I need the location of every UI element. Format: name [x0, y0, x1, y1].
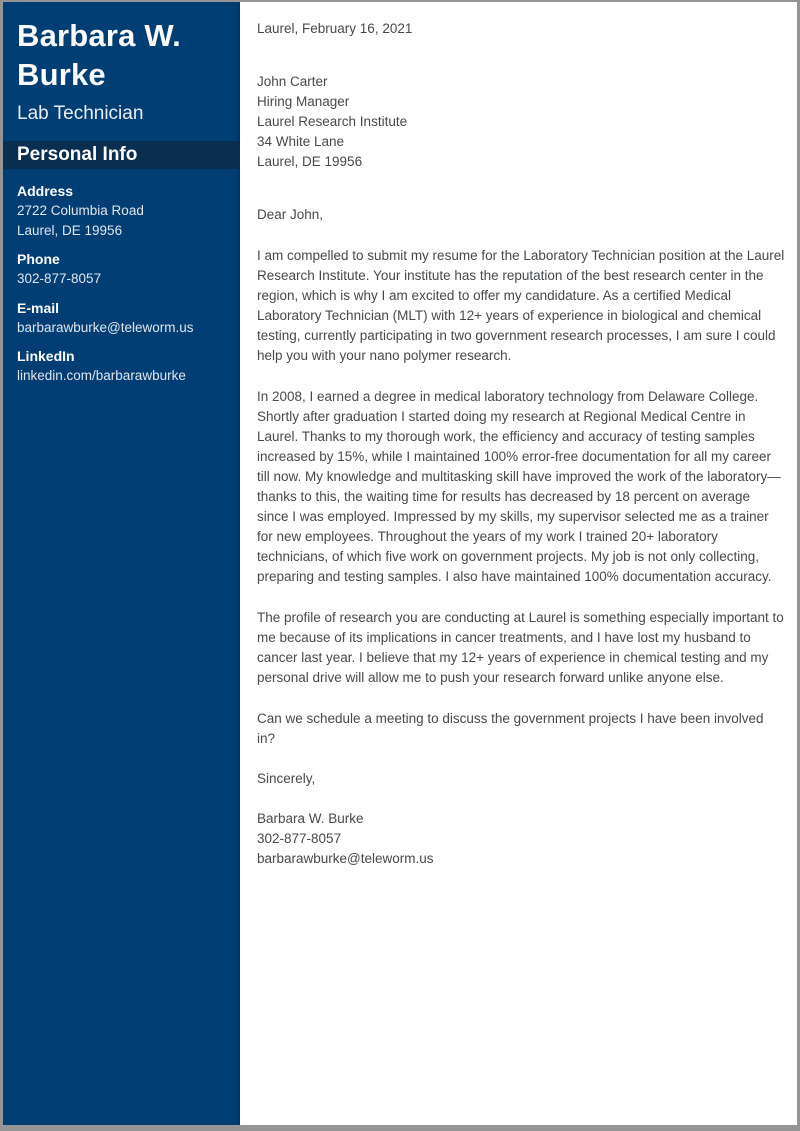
signature-name: Barbara W. Burke	[257, 811, 364, 826]
letter-content	[257, 19, 785, 869]
field-phone	[17, 249, 224, 289]
salutation: Dear John,	[257, 207, 324, 222]
field-address	[17, 181, 224, 240]
date-line: Laurel, February 16, 2021	[257, 21, 413, 36]
phone-value: 302-877-8057	[17, 271, 102, 286]
address-value-line1: 2722 Columbia Road	[17, 203, 144, 218]
body-paragraph-1: I am compelled to submit my resume for the Laboratory Technician position at the Laurel Research Institute. Your institute has the reputation of the best research center in the region, which is why I am excited to offer my candidature. As a certified Medical Laboratory Technician (MLT) with 12+ years of experience in biological and chemical testing, currently participating in two government research processes, I am sure I could help you with your nano polymer research.	[257, 248, 785, 363]
address-value-line2: Laurel, DE 19956	[17, 222, 123, 238]
field-email	[17, 298, 224, 338]
letter-body	[240, 2, 797, 1125]
field-linkedin	[17, 346, 224, 386]
email-label: E-mail	[17, 299, 60, 316]
job-title: Lab Technician	[17, 103, 144, 124]
recipient-company: Laurel Research Institute	[257, 114, 408, 129]
phone-label: Phone	[17, 251, 60, 267]
personal-info-fields	[3, 169, 240, 386]
body-paragraph-2: In 2008, I earned a degree in medical laboratory technology from Delaware College. Shortly after graduation I started doing my research at Regional Medical Centre in Laurel. Thanks to my thorough work, the efficiency and accuracy of testing samples increased by 15%, while I maintained 100% error-free documentation for all my career till now. My knowledge and multitasking skill have improved the work of the laboratory—thanks to this, the waiting time for results has decreased by 18 percent on average since I was employed. Impressed by my skills, my supervisor selected me as a trainer for new employees. Throughout the years of my work I trained 20+ laboratory technicians, of which five work on government projects. My job is not only collecting, preparing and testing samples. I also have maintained 100% documentation accuracy.	[257, 389, 781, 584]
candidate-name: Barbara W. Burke	[17, 18, 181, 92]
recipient-street: 34 White Lane	[257, 134, 345, 149]
body-paragraph-4: Can we schedule a meeting to discuss the government projects I have been involved in?	[257, 711, 764, 746]
email-value: barbarawburke@teleworm.us	[17, 319, 194, 335]
sidebar	[3, 2, 240, 1125]
personal-info-section-header	[3, 141, 240, 169]
personal-info-header-label: Personal Info	[17, 144, 138, 165]
signature-email: barbarawburke@teleworm.us	[257, 851, 434, 866]
closing: Sincerely,	[257, 771, 316, 786]
signature-block	[257, 809, 785, 869]
linkedin-value: linkedin.com/barbarawburke	[17, 368, 186, 383]
body-paragraph-3: The profile of research you are conducting at Laurel is something especially important to me because of its implications in cancer treatments, and I have lost my husband to cancer last year. I believe that my 12+ years of experience in chemical testing and my personal drive will allow me to push your research forward unlike anyone else.	[257, 610, 784, 685]
recipient-title: Hiring Manager	[257, 94, 350, 109]
recipient-name: John Carter	[257, 74, 328, 89]
recipient-city: Laurel, DE 19956	[257, 154, 363, 169]
signature-phone: 302-877-8057	[257, 831, 342, 846]
cover-letter-page	[3, 2, 797, 1125]
linkedin-label: LinkedIn	[17, 348, 75, 364]
address-label: Address	[17, 183, 74, 199]
recipient-block	[257, 72, 785, 172]
